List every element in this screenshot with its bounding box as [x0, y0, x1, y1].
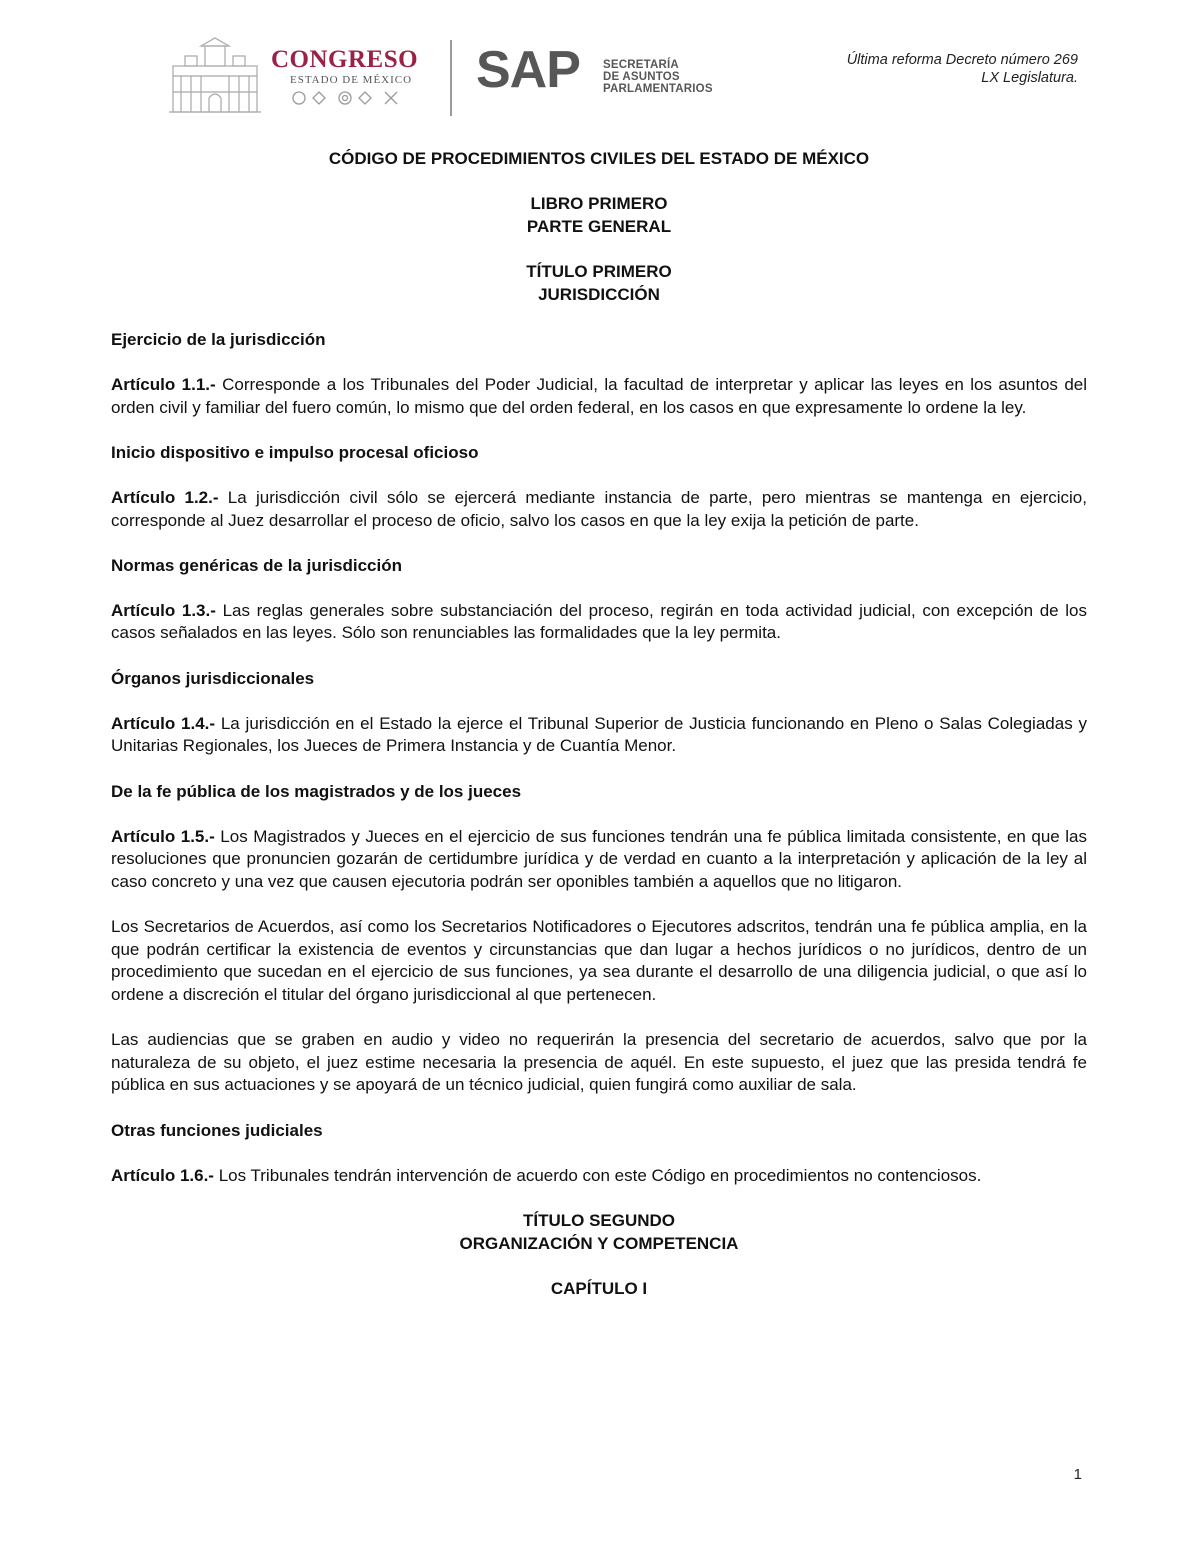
page-header: [0, 0, 1200, 130]
article-text: La jurisdicción civil sólo se ejercerá mediante instancia de parte, pero mientras se mantenga en ejercicio, corresponde al Juez desarrollar el proceso de oficio, salvo los casos en que la ley exija la petición de parte.: [111, 487, 1087, 530]
titulo-name: ORGANIZACIÓN Y COMPETENCIA: [459, 1233, 739, 1253]
article-paragraph: [111, 1165, 1087, 1188]
titulo-heading: TÍTULO PRIMERO: [526, 261, 672, 281]
article-paragraph: [111, 487, 1087, 532]
section-heading: Ejercicio de la jurisdicción: [111, 329, 326, 349]
page-number: 1: [1073, 1466, 1082, 1483]
titulo-heading: TÍTULO SEGUNDO: [522, 1210, 676, 1230]
article-text: Las reglas generales sobre substanciación del proceso, regirán en toda actividad judicial, con excepción de los casos señalados en las leyes. Sólo son renunciables las formalidades que la ley permita.: [111, 600, 1087, 643]
parte-heading: PARTE GENERAL: [526, 216, 672, 236]
titulo-name: JURISDICCIÓN: [538, 284, 660, 304]
document-body: [111, 148, 1087, 1300]
section-heading: Inicio dispositivo e impulso procesal oficioso: [111, 442, 479, 462]
sap-line-1: SECRETARÍA: [603, 59, 679, 71]
congreso-subtitle: ESTADO DE MÉXICO: [290, 74, 413, 86]
reform-note: [847, 51, 1078, 87]
article-label: Artículo 1.1.-: [111, 374, 216, 394]
article-paragraph: [111, 713, 1087, 758]
article-text: Corresponde a los Tribunales del Poder Judicial, la facultad de interpretar y aplicar las leyes en los asuntos del orden civil y familiar del fuero común, lo mismo que del orden federal, en los casos en que expresamente lo ordene la ley.: [111, 374, 1088, 417]
sap-logo: SAP: [476, 41, 580, 99]
section-heading: Órganos jurisdiccionales: [111, 668, 315, 688]
reform-line-2: LX Legislatura.: [981, 70, 1078, 86]
congreso-title: CONGRESO: [271, 46, 419, 73]
libro-heading: LIBRO PRIMERO: [530, 194, 668, 214]
article-label: Artículo 1.3.-: [111, 600, 216, 620]
legislative-building-icon: [165, 36, 265, 116]
article-label: Artículo 1.5.-: [111, 826, 215, 846]
article-label: Artículo 1.6.-: [111, 1165, 214, 1185]
sap-line-3: PARLAMENTARIOS: [603, 83, 713, 95]
congreso-logo: [165, 36, 437, 116]
section-heading: Normas genéricas de la jurisdicción: [111, 555, 403, 575]
body-paragraph: Los Secretarios de Acuerdos, así como los Secretarios Notificadores o Ejecutores adscritos, tendrán una fe pública amplia, en la que podrán certificar la existencia de eventos y circunstancias que dan lugar a hechos jurídicos o no jurídicos, dentro de un procedimiento que sucedan en el ejercicio de sus funciones, ya sea durante el desarrollo de una diligencia judicial, o que así lo ordene a discreción el titular del órgano jurisdiccional al que pertenecen.: [111, 917, 1087, 1004]
article-paragraph: [111, 600, 1087, 645]
header-divider: [450, 40, 452, 116]
reform-line-1: Última reforma Decreto número 269: [846, 52, 1078, 68]
article-label: Artículo 1.2.-: [111, 487, 219, 507]
article-text: Los Tribunales tendrán intervención de acuerdo con este Código en procedimientos no contenciosos.: [213, 1165, 982, 1185]
article-text: Los Magistrados y Jueces en el ejercicio de sus funciones tendrán una fe pública limitada consistente, en que las resoluciones que pronuncien gozarán de certidumbre jurídica y de verdad en cuanto a la interpretación y aplicación de la ley al caso concreto y una vez que causen ejecutoria podrán ser oponibles también a aquellos que no litigaron.: [111, 826, 1087, 891]
sap-line-2: DE ASUNTOS: [603, 71, 680, 83]
capitulo-heading: CAPÍTULO I: [550, 1278, 648, 1298]
emblems-icon: [289, 88, 419, 108]
article-paragraph: [111, 374, 1087, 419]
section-heading: De la fe pública de los magistrados y de los jueces: [111, 781, 522, 801]
body-paragraph: Las audiencias que se graben en audio y video no requerirán la presencia del secretario de acuerdos, salvo que por la naturaleza de su objeto, el juez estime necesaria la presencia de aquél. En este supuesto, el juez que las presida tendrá fe pública en sus actuaciones y se apoyará de un técnico judicial, quien fungirá como auxiliar de sala.: [111, 1030, 1087, 1095]
document-title: CÓDIGO DE PROCEDIMIENTOS CIVILES DEL ESTADO DE MÉXICO: [328, 149, 870, 168]
sap-subtitle: [603, 59, 713, 95]
article-paragraph: [111, 826, 1087, 894]
article-label: Artículo 1.4.-: [111, 713, 216, 733]
section-heading: Otras funciones judiciales: [111, 1120, 323, 1140]
article-text: La jurisdicción en el Estado la ejerce el Tribunal Superior de Justicia funcionando en Pleno o Salas Colegiadas y Unitarias Regionales, los Jueces de Primera Instancia y de Cuantía Menor.: [111, 713, 1087, 756]
